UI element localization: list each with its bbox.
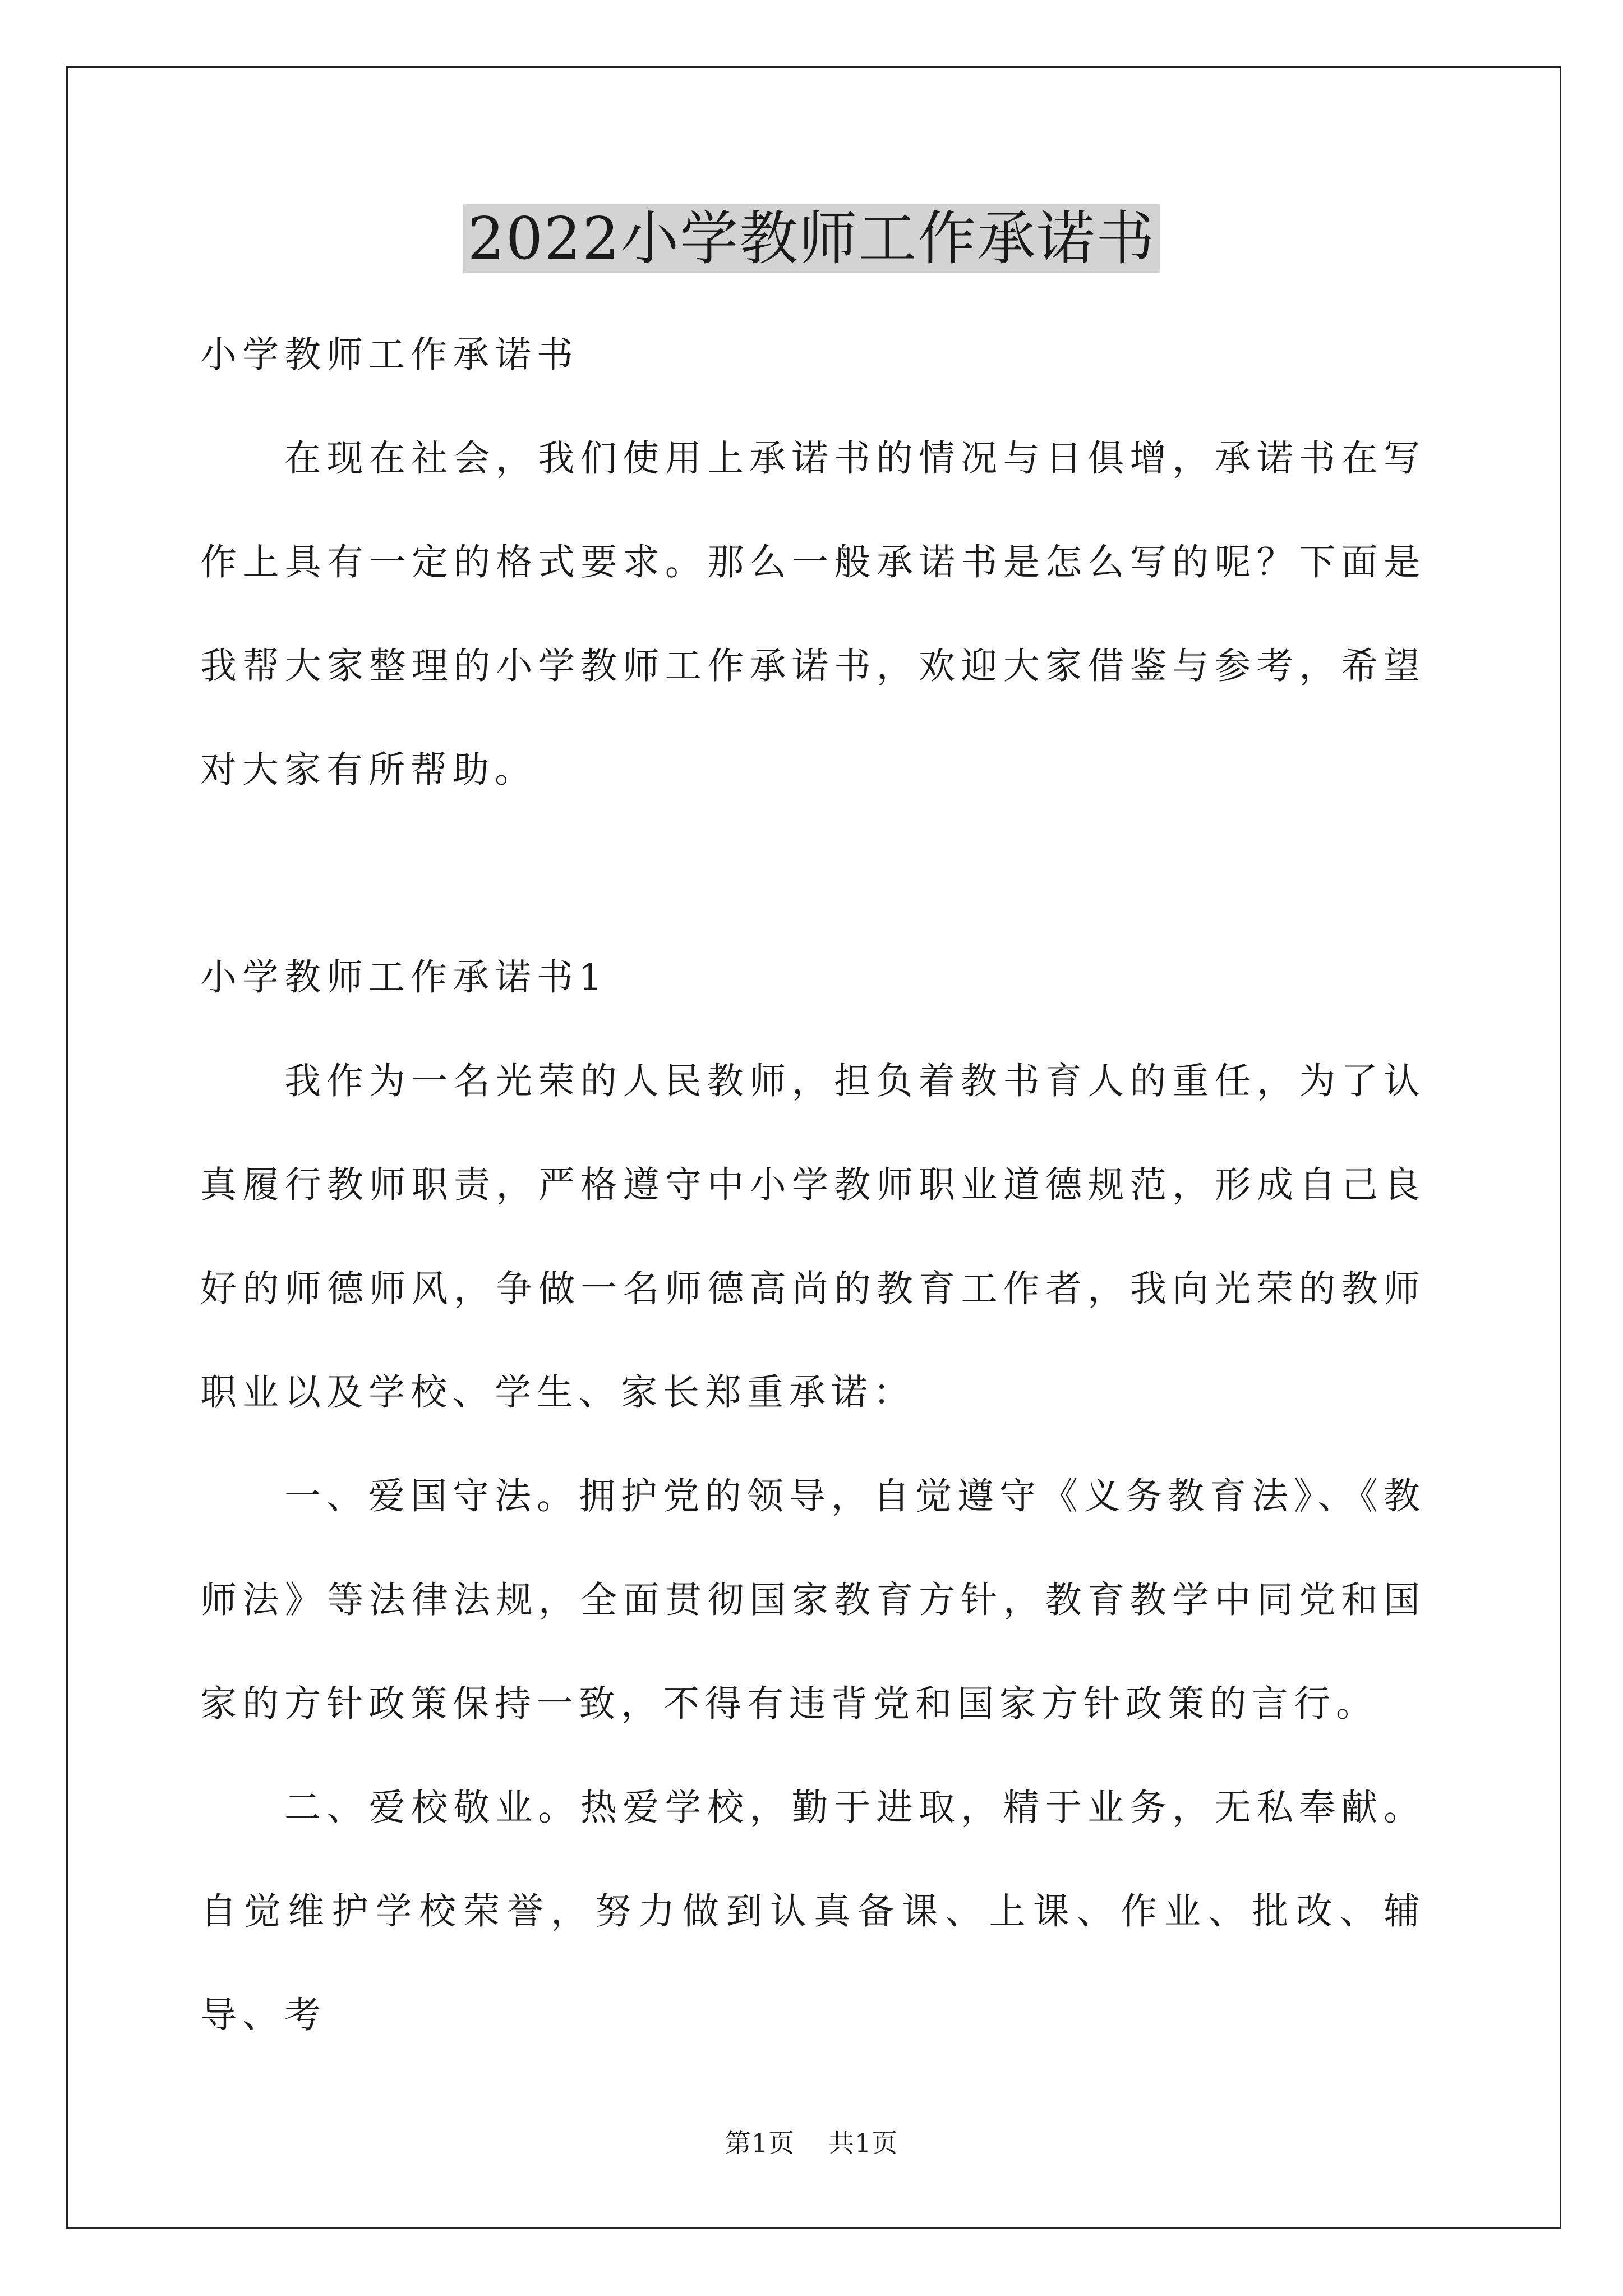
page-footer [0,2126,1623,2160]
section-heading: 小学教师工作承诺书 [200,334,579,376]
body-paragraph: 一、爱国守法。拥护党的领导，自觉遵守《义务教育法》、《教师法》等法律法规，全面贯彻国家教育方针，教育教学中同党和国家的方针政策保持一致，不得有违背党和国家方针政策的言行。 [200,1475,1426,1725]
page-number-current: 第1页 [725,2128,795,2158]
document-body [200,303,1426,2067]
body-paragraph: 二、爱校敬业。热爱学校，勤于进取，精于业务，无私奉献。自觉维护学校荣誉，努力做到认真备课、上课、作业、批改、辅导、考 [200,1787,1426,2036]
section-heading: 小学教师工作承诺书1 [200,956,608,999]
document-title [0,199,1623,278]
blank-line [200,822,1426,926]
body-paragraph: 我作为一名光荣的人民教师，担负着教书育人的重任，为了认真履行教师职责，严格遵守中小学教师职业道德规范，形成自己良好的师德师风，争做一名师德高尚的教育工作者，我向光荣的教师职业以及学校、学生、家长郑重承诺： [200,1060,1426,1414]
document-title-text: 2022小学教师工作承诺书 [463,204,1160,273]
body-paragraph: 在现在社会，我们使用上承诺书的情况与日俱增，承诺书在写作上具有一定的格式要求。那么一般承诺书是怎么写的呢？下面是我帮大家整理的小学教师工作承诺书，欢迎大家借鉴与参考，希望对大家有所帮助。 [200,438,1426,791]
page-number-total: 共1页 [828,2128,898,2158]
